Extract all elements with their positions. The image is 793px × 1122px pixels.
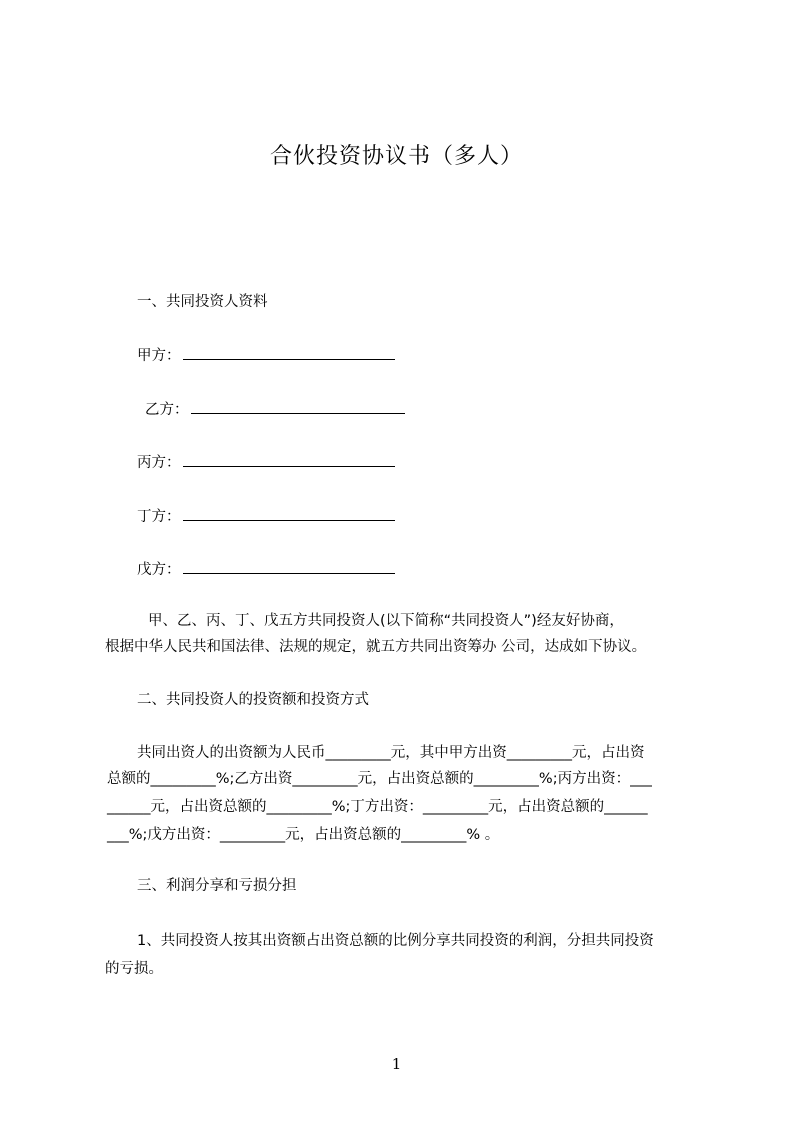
party-b-label: 乙方：	[145, 402, 189, 418]
page-number: 1	[391, 1055, 402, 1073]
investment-line-4: ___%;戊方出资：_________元，占出资总额的_________% 。	[107, 827, 500, 843]
party-e-label: 戊方：	[137, 562, 181, 578]
party-a-field	[137, 345, 395, 366]
investment-line-3: ______元，占出资总额的_________%;丁方出资：_________元，占出资总额的______	[107, 799, 648, 815]
party-b-blank-line	[191, 399, 405, 414]
party-a-blank-line	[183, 345, 395, 360]
party-d-field	[137, 506, 395, 527]
profit-item-1-line-1: 1、共同投资人按其出资额占出资总额的比例分享共同投资的利润，分担共同投资	[137, 933, 654, 949]
section-heading-investor-info: 一、共同投资人资料	[137, 294, 268, 310]
investment-line-1: 共同出资人的出资额为人民币_________元，其中甲方出资_________元，占出资	[137, 745, 645, 761]
party-c-field	[137, 452, 395, 473]
party-e-blank-line	[183, 559, 395, 574]
section-heading-investment: 二、共同投资人的投资额和投资方式	[137, 692, 369, 708]
intro-line-2: 根据中华人民共和国法律、法规的规定，就五方共同出资筹办 公司，达成如下协议。	[105, 639, 647, 655]
party-c-label: 丙方：	[137, 455, 181, 471]
intro-line-1: 甲、乙、丙、丁、戊五方共同投资人(以下简称“共同投资人”)经友好协商，	[148, 613, 624, 629]
document-title: 合伙投资协议书（多人）	[269, 144, 523, 169]
party-b-field	[145, 399, 405, 420]
party-e-field	[137, 559, 395, 580]
party-d-label: 丁方：	[137, 509, 181, 525]
party-c-blank-line	[183, 452, 395, 467]
investment-line-2: 总额的_________%;乙方出资_________元，占出资总额的_________%;丙方出资：___	[107, 771, 652, 787]
party-a-label: 甲方：	[137, 348, 181, 364]
party-d-blank-line	[183, 506, 395, 521]
profit-item-1-line-2: 的亏损。	[105, 961, 163, 977]
section-heading-profit-loss: 三、利润分享和亏损分担	[137, 878, 297, 894]
